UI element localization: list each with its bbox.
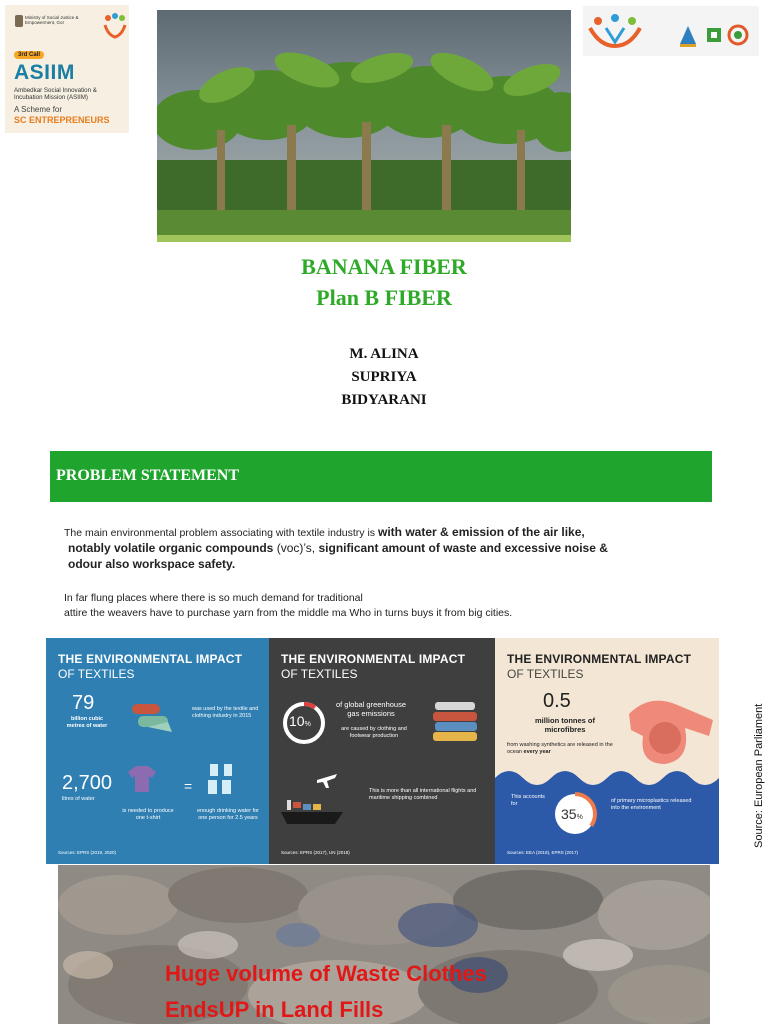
tshirt-icon: [126, 764, 158, 794]
microfibre-stat-value: 0.5: [543, 690, 571, 712]
para-bold: with water: [377, 525, 437, 539]
author-2: SUPRIYA: [351, 369, 417, 385]
panel-title: THE ENVIRONMENTAL IMPACT: [58, 652, 243, 666]
panel-subtitle: OF TEXTILES: [58, 667, 135, 681]
title-line-2: Plan B FIBER: [316, 285, 452, 310]
water-glasses-icon: [206, 762, 236, 796]
banana-plantation-image: [157, 10, 571, 242]
water-stat-unit: billion cubic metres of water: [66, 716, 108, 729]
airplane-icon: [315, 770, 339, 790]
banana-plantation-photo: [157, 10, 571, 242]
call-badge: 3rd Call: [14, 51, 44, 59]
cargo-ship-icon: [279, 798, 345, 828]
accounts-for-lead: This accounts for: [511, 794, 545, 807]
title-line-1: BANANA FIBER: [301, 254, 467, 279]
problem-para-2-line-2: attire the weavers have to purchase yarn from the middle ma Who in turns buys it from big cities.: [64, 607, 513, 619]
panel-subtitle: OF TEXTILES: [281, 667, 358, 681]
problem-statement-bar: [50, 451, 712, 502]
desc-text: from washing synthetics are released in the ocean: [507, 742, 613, 755]
para-bold: significant amount of waste and excessive noise &: [318, 541, 608, 555]
source-credit-text: Source: European Parliament: [753, 703, 765, 848]
para-text: The main environmental problem associating with textile industry is: [64, 527, 378, 539]
microfibre-stat-desc: [507, 742, 617, 756]
tshirt-stat-unit: litres of water: [62, 796, 95, 802]
institute-logo-icon: [678, 24, 698, 48]
national-emblem-icon: [15, 15, 23, 27]
drinking-water-desc: enough drinking water for one person for 2.5 years: [196, 808, 260, 821]
para-text: (voc)’s,: [273, 541, 319, 555]
scheme-label: A Scheme for: [14, 105, 63, 114]
panel-title: THE ENVIRONMENTAL IMPACT: [281, 652, 466, 666]
percent-sign: %: [576, 814, 583, 821]
ministry-text: Ministry of Social Justice & Empowerment, GoI: [25, 15, 79, 25]
problem-para-1-line-3: [68, 557, 235, 571]
landfill-waste-photo: [58, 865, 710, 1024]
microplastics-stat-desc: of primary microplastics released into the environment: [611, 798, 692, 811]
problem-para-1-line-1: [64, 525, 585, 539]
infographic-emissions-panel: [269, 638, 495, 864]
infographic-water-panel: [46, 638, 269, 864]
tshirt-stat-desc: is needed to produce one t-shirt: [122, 808, 174, 821]
panel-source: Sources: EPRS (2017), UN (2018): [281, 850, 350, 855]
partner-logos: [583, 6, 759, 56]
microplastics-number: 35: [561, 806, 577, 822]
clothes-stack-icon: [431, 694, 483, 748]
para-bold: emission of the air like,: [452, 525, 585, 539]
para-bold: &: [436, 525, 453, 539]
water-stat-value: 79: [72, 692, 95, 714]
desc-bold: every year: [523, 749, 551, 755]
problem-para-1-line-2: [68, 541, 608, 555]
source-credit: [740, 670, 768, 850]
microfibre-stat-unit: million tonnes of microfibres: [535, 716, 595, 734]
microplastics-stat-value: [561, 806, 583, 822]
startup-logo-icon: [705, 24, 723, 46]
panel-source: Sources: EEA (2019), EPRS (2017): [507, 850, 579, 855]
tshirt-stat-value: 2,700: [62, 772, 113, 794]
landfill-caption-line-1: Huge volume of Waste Clothes: [165, 961, 487, 986]
emissions-stat-value: [289, 713, 311, 729]
people-logo-icon: [103, 13, 127, 39]
para-bold: odour also workspace safety.: [68, 557, 236, 571]
panel-subtitle: OF TEXTILES: [507, 667, 584, 681]
emissions-number: 10: [289, 713, 305, 729]
percent-sign: %: [304, 721, 311, 728]
author-3: BIDYARANI: [341, 392, 427, 408]
landfill-caption-line-2: EndsUP in Land Fills: [165, 997, 384, 1022]
panel-source: Sources: EPRS (2019, 2020): [58, 850, 117, 855]
emissions-stat-desc: of global greenhouse gas emissions: [335, 700, 407, 718]
target-label: SC ENTREPRENEURS: [14, 115, 110, 125]
author-1: M. ALINA: [349, 346, 419, 362]
people-logo-icon: [586, 14, 644, 48]
problem-statement-heading: PROBLEM STATEMENT: [56, 467, 239, 484]
para-bold: notably volatile organic compounds: [68, 541, 274, 555]
asiim-logo: [5, 5, 129, 133]
flights-comparison-desc: This is more than all international flights and maritime shipping combined: [369, 788, 477, 801]
water-stat-desc: was used by the textile and clothing industry in 2015: [192, 706, 259, 719]
fabric-rolls-icon: [128, 700, 174, 734]
infographic-microfibres-panel: [495, 638, 719, 864]
problem-para-2-line-1: In far flung places where there is so much demand for traditional: [64, 592, 363, 604]
source-credit-vertical: [740, 670, 768, 850]
emissions-stat-sub: are caused by clothing and footwear production: [341, 726, 407, 739]
landfill-waste-image: [58, 865, 710, 1024]
asiim-wordmark: ASIIM: [14, 61, 75, 84]
hub-logo-icon: [726, 24, 750, 46]
asiim-fullname: Ambedkar Social Innovation & Incubation Mission (ASIIM): [14, 87, 97, 101]
equals-sign: =: [184, 778, 193, 794]
panel-title: THE ENVIRONMENTAL IMPACT: [507, 652, 692, 666]
